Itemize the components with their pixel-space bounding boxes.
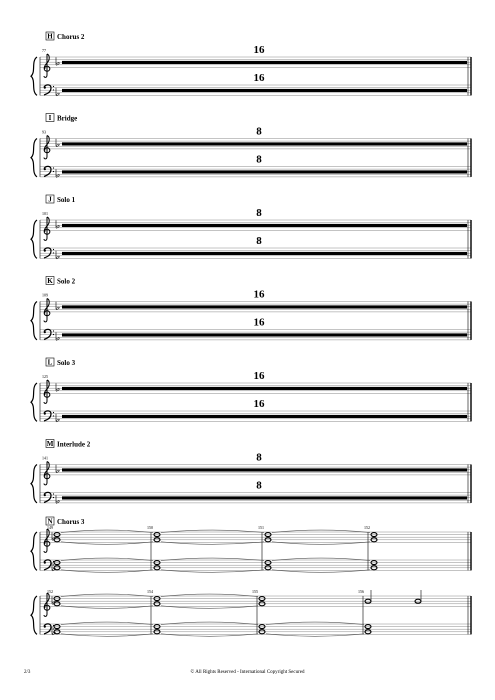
flat-sign-icon <box>56 332 59 340</box>
system-brace <box>31 139 37 177</box>
page-number: 2/3 <box>24 670 31 675</box>
measure-number: 150 <box>147 525 153 530</box>
treble-clef-icon <box>44 462 50 485</box>
flat-sign-icon <box>56 383 59 391</box>
multi-rest-bar <box>62 305 467 308</box>
treble-clef-icon <box>44 593 50 616</box>
multi-rest-count: 8 <box>256 207 262 219</box>
rehearsal-letter: N <box>47 517 53 526</box>
multi-rest-bar <box>62 496 467 499</box>
multi-rest-bar <box>62 61 467 64</box>
flat-sign-icon <box>56 57 59 65</box>
flat-sign-icon <box>56 139 59 147</box>
rehearsal-letter: H <box>47 32 53 41</box>
measure-number: 93 <box>42 129 46 135</box>
measure-number: 156 <box>358 589 364 594</box>
flat-sign-icon <box>56 465 59 473</box>
flat-sign-icon <box>56 251 59 259</box>
measure-number: 152 <box>47 589 53 594</box>
bass-clef-icon <box>44 492 54 502</box>
system-brace <box>31 532 37 570</box>
section-title: Chorus 3 <box>57 518 85 526</box>
bass-staff <box>40 624 471 635</box>
section-title: Bridge <box>57 114 78 123</box>
multi-rest-bar <box>62 224 467 227</box>
measure-number: 149 <box>47 525 53 530</box>
bass-clef-icon <box>44 560 54 570</box>
measure-number: 77 <box>42 48 46 53</box>
multi-rest-bar <box>62 468 467 471</box>
system-brace <box>31 302 37 340</box>
bass-clef-icon <box>44 411 54 421</box>
section-title: Interlude 2 <box>57 440 91 449</box>
multi-rest-bar <box>62 415 467 418</box>
bass-staff <box>40 560 471 571</box>
measure-number: 125 <box>42 374 48 379</box>
section-title: Solo 3 <box>57 359 76 367</box>
flat-sign-icon <box>56 495 59 503</box>
multi-rest-count: 8 <box>256 479 262 492</box>
measure-number: 151 <box>258 525 264 530</box>
treble-clef-icon <box>44 529 50 552</box>
system-brace <box>31 383 37 421</box>
multi-rest-bar <box>62 387 467 390</box>
multi-rest-bar <box>62 252 467 255</box>
rehearsal-letter: M <box>46 440 54 448</box>
measure-number: 109 <box>42 292 48 298</box>
flat-sign-icon <box>56 88 59 96</box>
rehearsal-letter: J <box>48 195 52 204</box>
system-brace <box>31 220 37 258</box>
bass-clef-icon <box>44 329 54 339</box>
flat-sign-icon <box>56 302 59 310</box>
treble-staff <box>40 529 471 552</box>
section-title: Solo 1 <box>57 196 76 204</box>
multi-rest-count: 8 <box>256 451 262 464</box>
system-brace <box>31 596 37 634</box>
measure-number: 155 <box>252 589 258 594</box>
multi-rest-count: 16 <box>253 398 265 410</box>
flat-sign-icon <box>56 169 59 177</box>
treble-clef-icon <box>44 54 50 77</box>
multi-rest-count: 16 <box>253 316 265 329</box>
multi-rest-count: 16 <box>253 370 265 382</box>
flat-sign-icon <box>56 220 59 228</box>
section-title: Solo 2 <box>57 277 76 286</box>
rehearsal-letter: K <box>47 277 53 285</box>
multi-rest-bar <box>62 170 467 173</box>
copyright-notice: © All Rights Reserved - International Copyright Secured <box>190 670 305 675</box>
multi-rest-count: 16 <box>253 288 265 301</box>
multi-rest-count: 8 <box>256 235 262 247</box>
treble-clef-icon <box>44 299 50 322</box>
system-brace <box>31 465 37 503</box>
bass-clef-icon <box>44 624 54 634</box>
treble-clef-icon <box>44 217 50 240</box>
multi-rest-count: 16 <box>253 44 265 56</box>
bass-clef-icon <box>44 166 54 176</box>
rehearsal-letter: L <box>47 358 53 367</box>
multi-rest-count: 16 <box>253 72 265 84</box>
measure-number: 101 <box>42 211 48 216</box>
bass-clef-icon <box>44 248 54 258</box>
treble-clef-icon <box>44 380 50 403</box>
flat-sign-icon <box>56 414 59 422</box>
measure-number: 154 <box>147 589 153 594</box>
section-title: Chorus 2 <box>57 33 85 41</box>
multi-rest-bar <box>62 142 467 145</box>
multi-rest-bar <box>62 333 467 336</box>
multi-rest-count: 8 <box>256 153 262 166</box>
multi-rest-bar <box>62 89 467 92</box>
measure-number: 152 <box>364 525 370 530</box>
measure-number: 141 <box>42 455 48 461</box>
bass-clef-icon <box>44 85 54 95</box>
treble-clef-icon <box>44 136 50 159</box>
multi-rest-count: 8 <box>256 125 262 138</box>
rehearsal-letter: I <box>48 114 52 122</box>
system-brace <box>31 57 37 95</box>
